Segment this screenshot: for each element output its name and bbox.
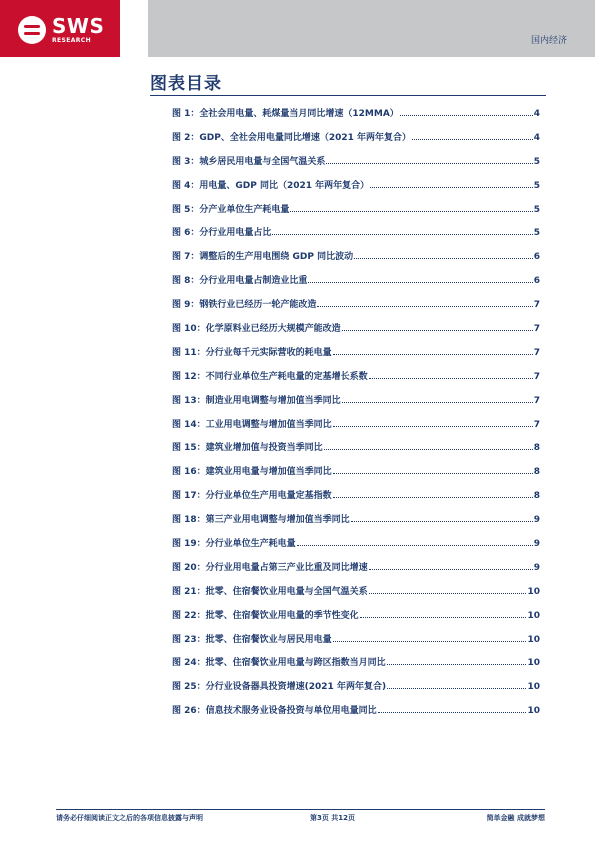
toc-leader-dots bbox=[324, 442, 533, 450]
toc-item-label: 图 19：分行业单位生产耗电量 bbox=[172, 539, 296, 550]
toc-item[interactable] bbox=[172, 679, 540, 703]
toc-item[interactable] bbox=[172, 703, 540, 727]
toc-item[interactable] bbox=[172, 273, 540, 297]
toc-item[interactable] bbox=[172, 608, 540, 632]
toc-leader-dots bbox=[369, 371, 533, 379]
toc-item-label: 图 24：批零、住宿餐饮业用电量与跨区指数当月同比 bbox=[172, 658, 386, 669]
header-gap bbox=[120, 0, 148, 57]
toc-item-label: 图 4：用电量、GDP 同比（2021 年两年复合） bbox=[172, 180, 370, 191]
toc-leader-dots bbox=[387, 681, 526, 689]
toc-item-page: 10 bbox=[527, 706, 540, 717]
toc-item-page: 7 bbox=[533, 324, 540, 335]
toc-item[interactable] bbox=[172, 464, 540, 488]
toc-item-label: 图 3：城乡居民用电量与全国气温关系 bbox=[172, 156, 326, 167]
toc-item-label: 图 26：信息技术服务业设备投资与单位用电量同比 bbox=[172, 706, 377, 717]
toc-item[interactable] bbox=[172, 321, 540, 345]
toc-leader-dots bbox=[378, 705, 527, 713]
toc-leader-dots bbox=[412, 132, 533, 140]
toc-item-page: 4 bbox=[533, 132, 540, 143]
toc-leader-dots bbox=[351, 514, 533, 522]
toc-item-page: 9 bbox=[533, 539, 540, 550]
logo-subtitle: RESEARCH bbox=[52, 37, 92, 44]
toc-item-page: 7 bbox=[533, 371, 540, 382]
section-tag: 国内经济 bbox=[530, 36, 567, 46]
toc-leader-dots bbox=[387, 657, 527, 665]
toc-item-page: 10 bbox=[527, 658, 540, 669]
toc-leader-dots bbox=[290, 204, 532, 212]
toc-item[interactable] bbox=[172, 202, 540, 226]
toc-item[interactable] bbox=[172, 560, 540, 584]
toc-item[interactable] bbox=[172, 130, 540, 154]
toc-item[interactable] bbox=[172, 106, 540, 130]
toc-item-page: 10 bbox=[527, 682, 540, 693]
toc-item-page: 10 bbox=[527, 586, 540, 597]
toc-item-page: 10 bbox=[527, 610, 540, 621]
toc-item[interactable] bbox=[172, 655, 540, 679]
toc-item-label: 图 6：分行业用电量占比 bbox=[172, 228, 272, 239]
toc-item-label: 图 1：全社会用电量、耗煤量当月同比增速（12MMA） bbox=[172, 109, 399, 119]
toc-item[interactable] bbox=[172, 297, 540, 321]
toc-item-label: 图 12：不同行业单位生产耗电量的定基增长系数 bbox=[172, 371, 368, 382]
toc-leader-dots bbox=[333, 490, 533, 498]
toc-item[interactable] bbox=[172, 154, 540, 178]
toc-item[interactable] bbox=[172, 178, 540, 202]
toc-item-label: 图 22：批零、住宿餐饮业用电量的季节性变化 bbox=[172, 610, 359, 621]
toc-item-page: 7 bbox=[533, 419, 540, 430]
footer-disclaimer[interactable]: 请务必仔细阅读正文之后的各项信息披露与声明 bbox=[56, 814, 203, 822]
toc-leader-dots bbox=[297, 538, 533, 546]
logo bbox=[18, 16, 104, 44]
toc-item-page: 4 bbox=[533, 109, 540, 119]
toc-item-label: 图 9：钢铁行业已经历一轮产能改造 bbox=[172, 300, 317, 311]
toc-leader-dots bbox=[369, 586, 527, 594]
toc-item-label: 图 20：分行业用电量占第三产业比重及同比增速 bbox=[172, 562, 368, 573]
toc-leader-dots bbox=[400, 108, 533, 116]
toc-list bbox=[172, 106, 540, 727]
toc-item-label: 图 8：分行业用电量占制造业比重 bbox=[172, 276, 308, 287]
sws-logo-icon bbox=[18, 16, 46, 44]
toc-item-label: 图 23：批零、住宿餐饮业与居民用电量 bbox=[172, 634, 332, 645]
toc-item-label: 图 13：制造业用电调整与增加值当季同比 bbox=[172, 395, 341, 406]
toc-item[interactable] bbox=[172, 584, 540, 608]
toc-item[interactable] bbox=[172, 393, 540, 417]
toc-item-label: 图 21：批零、住宿餐饮业用电量与全国气温关系 bbox=[172, 586, 368, 597]
toc-item-page: 5 bbox=[533, 156, 540, 167]
toc-item[interactable] bbox=[172, 488, 540, 512]
toc-item-page: 5 bbox=[533, 228, 540, 239]
toc-item[interactable] bbox=[172, 417, 540, 441]
toc-item-page: 6 bbox=[533, 276, 540, 287]
toc-item-page: 5 bbox=[533, 180, 540, 191]
footer-slogan: 简单金融 成就梦想 bbox=[486, 814, 545, 822]
toc-item[interactable] bbox=[172, 225, 540, 249]
toc-item-label: 图 15：建筑业增加值与投资当季同比 bbox=[172, 443, 323, 454]
toc-item-label: 图 11：分行业每千元实际营收的耗电量 bbox=[172, 347, 332, 358]
toc-item-page: 8 bbox=[533, 467, 540, 478]
toc-leader-dots bbox=[354, 251, 533, 259]
toc-leader-dots bbox=[370, 180, 533, 188]
toc-leader-dots bbox=[342, 323, 533, 331]
toc-item-label: 图 25：分行业设备器具投资增速(2021 年两年复合) bbox=[172, 682, 387, 693]
toc-leader-dots bbox=[272, 227, 532, 235]
toc-leader-dots bbox=[360, 610, 527, 618]
toc-leader-dots bbox=[333, 466, 533, 474]
toc-item-page: 7 bbox=[533, 395, 540, 406]
toc-item-page: 7 bbox=[533, 347, 540, 358]
toc-item[interactable] bbox=[172, 632, 540, 656]
toc-item-label: 图 7：调整后的生产用电围绕 GDP 同比波动 bbox=[172, 252, 354, 263]
toc-item[interactable] bbox=[172, 536, 540, 560]
toc-item-label: 图 18：第三产业用电调整与增加值当季同比 bbox=[172, 515, 350, 526]
toc-leader-dots bbox=[333, 419, 533, 427]
footer-page-info: 第3页 共12页 bbox=[310, 814, 356, 822]
toc-leader-dots bbox=[369, 562, 533, 570]
toc-leader-dots bbox=[333, 634, 527, 642]
toc-item-page: 9 bbox=[533, 515, 540, 526]
toc-leader-dots bbox=[317, 299, 532, 307]
toc-item[interactable] bbox=[172, 369, 540, 393]
toc-item-label: 图 2：GDP、全社会用电量同比增速（2021 年两年复合） bbox=[172, 132, 412, 143]
toc-title-rule bbox=[150, 95, 546, 96]
header-band bbox=[148, 0, 595, 57]
toc-item-page: 7 bbox=[533, 300, 540, 311]
toc-item[interactable] bbox=[172, 249, 540, 273]
toc-leader-dots bbox=[342, 395, 533, 403]
toc-item[interactable] bbox=[172, 345, 540, 369]
toc-item-label: 图 16：建筑业用电量与增加值当季同比 bbox=[172, 467, 332, 478]
toc-item-page: 6 bbox=[533, 252, 540, 263]
toc-item-page: 8 bbox=[533, 491, 540, 502]
toc-item-page: 9 bbox=[533, 562, 540, 573]
logo-name: SWS bbox=[52, 14, 105, 38]
toc-item-label: 图 5：分产业单位生产耗电量 bbox=[172, 204, 290, 215]
toc-item-page: 10 bbox=[527, 634, 540, 645]
toc-item-label: 图 14：工业用电调整与增加值当季同比 bbox=[172, 419, 332, 430]
brand-block bbox=[0, 0, 120, 57]
toc-leader-dots bbox=[333, 347, 533, 355]
toc-item-page: 5 bbox=[533, 204, 540, 215]
toc-item[interactable] bbox=[172, 512, 540, 536]
toc-leader-dots bbox=[308, 275, 532, 283]
toc-item-page: 8 bbox=[533, 443, 540, 454]
toc-leader-dots bbox=[326, 156, 532, 164]
toc-item-label: 图 17：分行业单位生产用电量定基指数 bbox=[172, 491, 332, 502]
toc-item-label: 图 10：化学原料业已经历大规模产能改造 bbox=[172, 324, 341, 335]
toc-title: 图表目录 bbox=[150, 74, 222, 94]
toc-item[interactable] bbox=[172, 440, 540, 464]
footer-rule bbox=[56, 809, 545, 810]
